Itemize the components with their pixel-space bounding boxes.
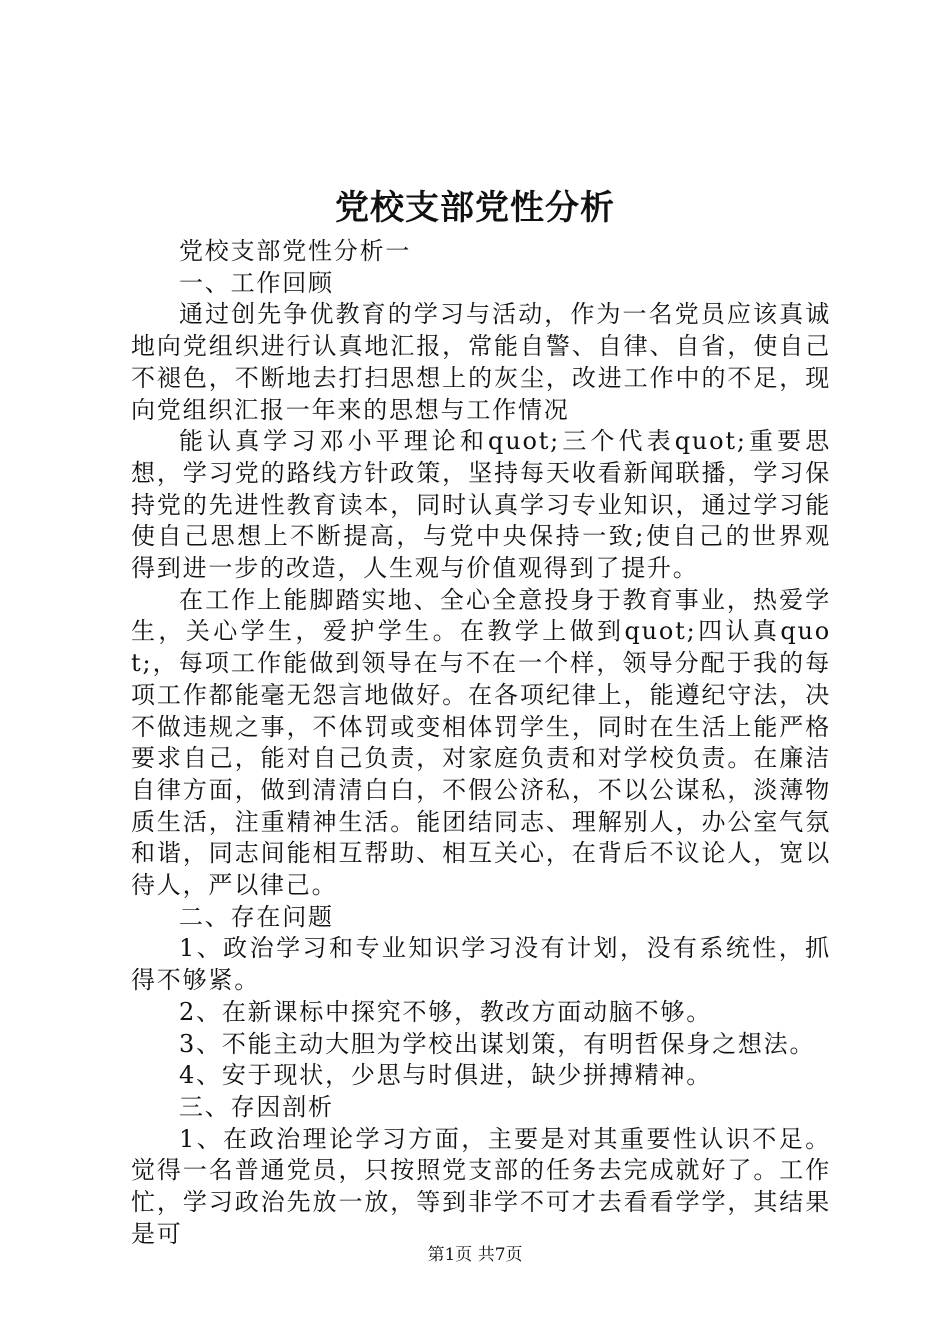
list-item: 4、安于现状，少思与时俱进，缺少拼搏精神。	[179, 1061, 713, 1090]
document-title: 党校支部党性分析	[335, 188, 615, 228]
paragraph-body: 能认真学习邓小平理论和quot;三个代表quot;重要思想，学习党的路线方针政策，坚持每天收看新闻联播，学习保持党的先进性教育读本，同时认真学习专业知识，通过学习能使自己思想上不断提高，与党中央保持一致;使自己的世界观得到进一步的改造，人生观与价值观得到了提升。	[131, 427, 831, 583]
heading-existing-problems: 二、存在问题	[179, 902, 334, 931]
list-item: 1、在政治理论学习方面，主要是对其重要性认识不足。觉得一名普通党员，只按照党支部的任务去完成就好了。工作忙，学习政治先放一放，等到非学不可才去看看学学，其结果是可	[131, 1124, 831, 1248]
heading-work-review: 一、工作回顾	[179, 268, 334, 297]
paragraph-subtitle: 党校支部党性分析一	[179, 237, 412, 265]
paragraph-body: 在工作上能脚踏实地、全心全意投身于教育事业，热爱学生，关心学生，爱护学生。在教学上做到quot;四认真quot;，每项工作能做到领导在与不在一个样，领导分配于我的每项工作都能毫无怨言地做好。在各项纪律上，能遵纪守法，决不做违规之事，不体罚或变相体罚学生，同时在生活上能严格要求自己，能对自己负责，对家庭负责和对学校负责。在廉洁自律方面，做到清清白白，不假公济私，不以公谋私，淡薄物质生活，注重精神生活。能团结同志、理解别人，办公室气氛和谐，同志间能相互帮助、相互关心，在背后不议论人，宽以待人，严以律己。	[131, 585, 831, 900]
list-item: 3、不能主动大胆为学校出谋划策，有明哲保身之想法。	[179, 1029, 816, 1058]
document-body	[131, 236, 831, 1251]
paragraph-body: 通过创先争优教育的学习与活动，作为一名党员应该真诚地向党组织进行认真地汇报，常能自警、自律、自省，使自己不褪色，不断地去打扫思想上的灰尘，改进工作中的不足，现向党组织汇报一年来的思想与工作情况	[131, 300, 831, 424]
list-item: 2、在新课标中探究不够，教改方面动脑不够。	[179, 997, 713, 1026]
list-item: 1、政治学习和专业知识学习没有计划，没有系统性，抓得不够紧。	[131, 934, 831, 995]
heading-cause-analysis: 三、存因剖析	[179, 1092, 334, 1121]
page-number-footer: 第1页 共7页	[427, 1245, 523, 1265]
